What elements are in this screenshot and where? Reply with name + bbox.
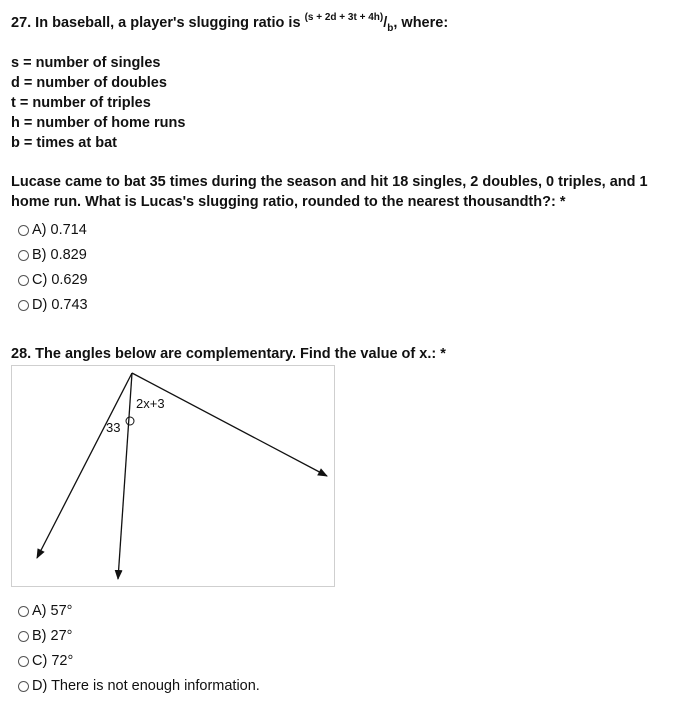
q27-option-d[interactable] xyxy=(18,293,88,318)
option-label: A) 0.714 xyxy=(32,222,87,238)
definition-item: b = times at bat xyxy=(11,135,117,151)
question-27-title-suffix: , where: xyxy=(393,15,449,31)
option-label: A) 57° xyxy=(32,603,73,619)
left-ray xyxy=(37,373,132,558)
option-label: C) 72° xyxy=(32,653,74,669)
question-28-options xyxy=(18,599,260,699)
question-27-options xyxy=(18,218,88,318)
option-label: C) 0.629 xyxy=(32,272,88,288)
radio-button-icon[interactable] xyxy=(18,300,29,311)
variable-definitions xyxy=(11,53,185,153)
definition-item: d = number of doubles xyxy=(11,75,167,91)
radio-button-icon[interactable] xyxy=(18,275,29,286)
angle-diagram-svg xyxy=(12,366,336,588)
angle-label-33: 33 xyxy=(106,420,121,435)
radio-button-icon[interactable] xyxy=(18,606,29,617)
radio-button-icon[interactable] xyxy=(18,681,29,692)
formula-numerator: (s + 2d + 3t + 4h) xyxy=(304,12,384,23)
radio-button-icon[interactable] xyxy=(18,225,29,236)
right-ray xyxy=(132,373,327,476)
slugging-formula xyxy=(304,12,394,34)
angle-label-2x-plus-3: 2x+3 xyxy=(136,396,165,411)
definition-item: h = number of home runs xyxy=(11,115,186,131)
radio-button-icon[interactable] xyxy=(18,250,29,261)
q28-option-c[interactable] xyxy=(18,649,260,674)
formula-denominator: b xyxy=(387,23,394,34)
radio-button-icon[interactable] xyxy=(18,656,29,667)
q27-option-c[interactable] xyxy=(18,268,88,293)
definition-item: t = number of triples xyxy=(11,95,151,111)
option-label: D) There is not enough information. xyxy=(32,678,260,694)
q28-option-b[interactable] xyxy=(18,624,260,649)
question-27-title xyxy=(11,8,448,39)
formula-slash: / xyxy=(383,15,388,31)
question-28-title: 28. The angles below are complementary. Find the value of x.: * xyxy=(11,346,446,362)
q27-option-a[interactable] xyxy=(18,218,88,243)
q28-option-a[interactable] xyxy=(18,599,260,624)
option-label: D) 0.743 xyxy=(32,297,88,313)
radio-button-icon[interactable] xyxy=(18,631,29,642)
option-label: B) 27° xyxy=(32,628,73,644)
definition-item: s = number of singles xyxy=(11,55,161,71)
option-label: B) 0.829 xyxy=(32,247,87,263)
middle-ray xyxy=(118,373,132,579)
angle-diagram xyxy=(11,365,335,587)
angle-marker-icon xyxy=(126,417,134,425)
q27-option-b[interactable] xyxy=(18,243,88,268)
question-27-problem: Lucase came to bat 35 times during the season and hit 18 singles, 2 doubles, 0 triples, and 1 home run. What is Lucas's slugging ratio, rounded to the nearest thousandth?: * xyxy=(11,174,648,210)
q28-option-d[interactable] xyxy=(18,674,260,699)
question-27-title-prefix: 27. In baseball, a player's slugging ratio is xyxy=(11,15,301,31)
